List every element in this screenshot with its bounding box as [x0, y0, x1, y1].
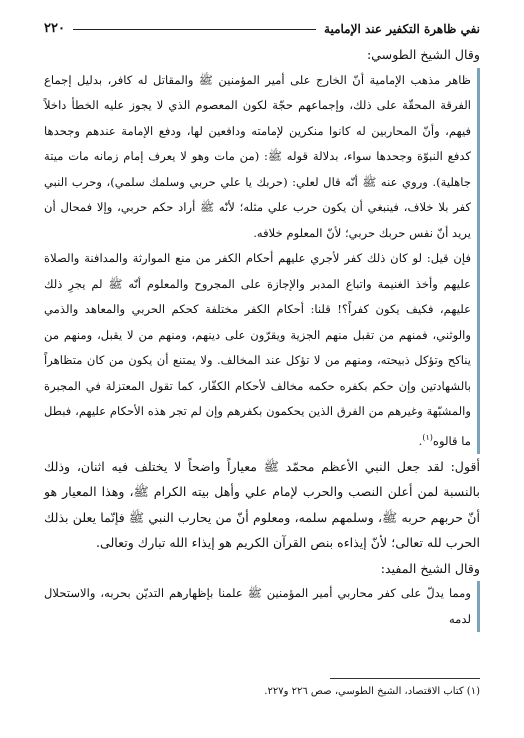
page-body [44, 42, 480, 632]
running-title: نفي ظاهرة التكفير عند الإمامية [324, 22, 480, 36]
footnote: (١) كتاب الاقتصاد، الشيخ الطوسي، صص ٢٢٦ و٢٢٧. [264, 686, 480, 697]
intro-tusi: وقال الشيخ الطوسي: [366, 47, 480, 62]
mufid-quote: ومما يدلّ على كفر محاربي أمير المؤمنين ﷺ علمنا بإظهارهم التديّن بحربه، والاستحلال لدمه [44, 581, 480, 632]
objection-paragraph [44, 246, 480, 454]
page-number: ٢٢٠ [44, 21, 65, 36]
footnote-rule [330, 678, 480, 679]
objection-end: . [418, 433, 423, 448]
tusi-quote: ظاهر مذهب الإمامية أنّ الخارج على أمير المؤمنين ﷺ والمقاتل له كافر، بدليل إجماع الفرقة المحقّة على ذلك، وإجماعهم حجّة لكون المعصوم الذي لا يجوز عليه الخطأ داخلاً فيهم، وأنّ المحاربين له كانوا منكرين لإمامته ودافعين لها، ودفع الإمامة عندهم وجحدها كدفع النبوّة وجحدها سواء، بدلالة قوله ﷺ: (من مات وهو لا يعرف إمام زمانه مات ميتة جاهلية). وروي عنه ﷺ أنّه قال لعلي: (حربك يا علي حربي وسلمك سلمي)، وحرب النبي كفر بلا خلاف، فينبغي أن يكون حرب علي مثله؛ لأنّه ﷺ أراد حكم حربي، وإلا فمحال أن يريد أنّ نفس حربك حربي؛ لأنّ المعلوم خلافه. [44, 68, 480, 247]
author-comment: أقول: لقد جعل النبي الأعظم محمّد ﷺ معياراً واضحاً لا يختلف فيه اثنان، وذلك بالنسبة لمن أعلن النصب والحرب لإمام علي وأهل بيته الكرام ﷺ، وهذا المعيار هو أنّ حربهم حربه ﷺ، وسلمهم سلمه، ومعلوم أنّ من يحارب النبي ﷺ فإنّما يعلن بذلك الحرب لله تعالى؛ لأنّ إيذاءه بنص القرآن الكريم هو إيذاء الله تبارك وتعالى. [44, 458, 480, 551]
page-header [44, 14, 480, 36]
header-rule [73, 29, 316, 30]
footnote-ref[interactable]: (١) [422, 432, 433, 442]
objection-text: فإن قيل: لو كان ذلك كفر لأجري عليهم أحكام الكفر من منع الموارثة والمدافنة والصلاة عليهم وأخذ الغنيمة واتباع المدبر والإجازة على المجروح والمعلوم أنّه ﷺ لم يجرِ ذلك عليهم، فكيف يكون كفراً؟! قلنا: أحكام الكفر مختلفة كحكم الحربي والمعاهد والذمي والوثني، فمنهم من تقبل منهم الجزية ويقرّون على دينهم، ومنهم من لا يقبل، ومنهم من يناكح وتؤكل ذبيحته، ومنهم من لا تؤكل عند المخالف. ولا يمتنع أن يكون من كان متظاهراً بالشهادتين وإن حكم بكفره حكمه مخالف لأحكام الكفّار، كما تقول المعتزلة في المجبرة والمشبّهة وغيرهم من الفرق الذين يحكمون بكفرهم وإن لم تجر هذه الأحكام عليهم، فبطل ما قالوه [44, 251, 471, 448]
intro-mufid: وقال الشيخ المفيد: [380, 560, 480, 576]
